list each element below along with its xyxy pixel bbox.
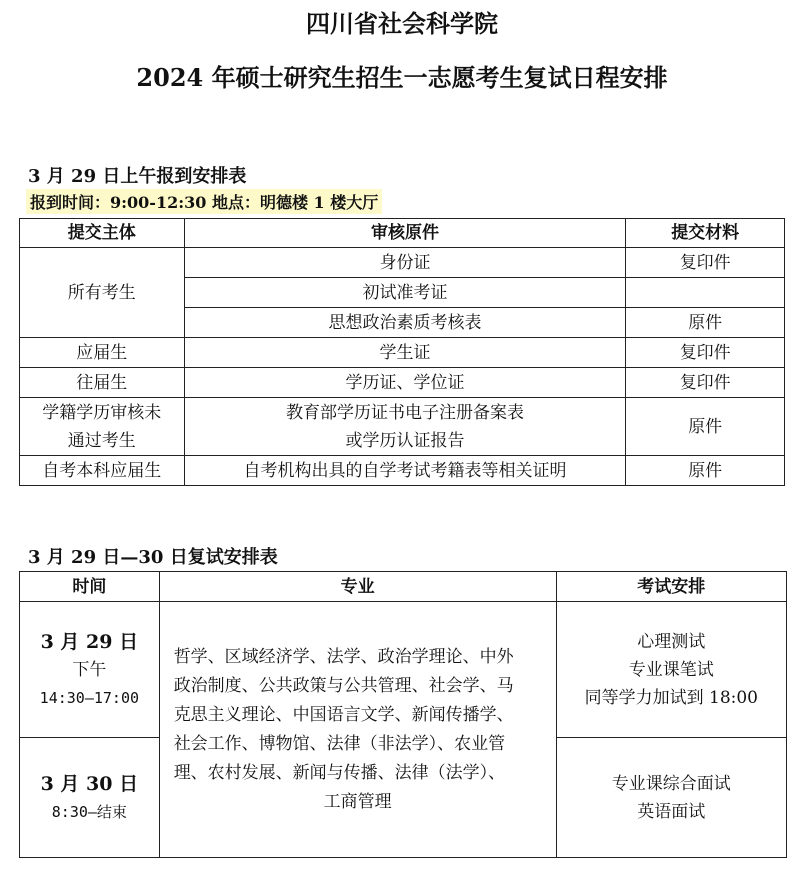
- column-header: 提交材料: [626, 219, 785, 248]
- arrangement-cell: [556, 738, 786, 858]
- majors-line: 工商管理: [323, 791, 392, 812]
- column-header: 专业: [159, 572, 556, 602]
- time-label: 14:30—17:00: [39, 688, 140, 707]
- schedule-section-title: 3 月 29 日—30 日复试安排表: [28, 547, 278, 568]
- time-label: 8:30—结束: [51, 802, 127, 821]
- subject-cell: [20, 398, 185, 456]
- subject-cell: 往届生: [20, 368, 185, 398]
- subject-line: 学籍学历审核未: [42, 402, 162, 423]
- page-subtitle: 2024 年硕士研究生招生一志愿考生复试日程安排: [136, 63, 668, 92]
- doc-cell: 学生证: [184, 338, 626, 368]
- material-cell: 复印件: [626, 338, 785, 368]
- material-cell: 原件: [626, 308, 785, 338]
- column-header: 考试安排: [556, 572, 786, 602]
- doc-cell: 初试准考证: [184, 278, 626, 308]
- table-row: [20, 368, 785, 398]
- table-row: [20, 456, 785, 486]
- table-row: [20, 248, 785, 278]
- doc-cell: 思想政治素质考核表: [184, 308, 626, 338]
- arrangement-item: 英语面试: [637, 801, 706, 822]
- subject-cell: 所有考生: [20, 248, 185, 338]
- registration-section-title: 3 月 29 日上午报到安排表: [28, 166, 247, 187]
- subject-line: 通过考生: [67, 430, 136, 451]
- column-header: 时间: [20, 572, 160, 602]
- table-row: [20, 338, 785, 368]
- arrangement-item: 同等学力加试到 18:00: [584, 687, 758, 708]
- majors-cell: [159, 602, 556, 858]
- registration-table: [19, 218, 785, 486]
- majors-line: 哲学、区域经济学、法学、政治学理论、中外: [173, 646, 514, 667]
- subject-cell: 自考本科应届生: [20, 456, 185, 486]
- material-cell: 原件: [626, 456, 785, 486]
- subject-cell: 应届生: [20, 338, 185, 368]
- arrangement-item: 专业课笔试: [628, 659, 714, 680]
- material-cell: 原件: [626, 398, 785, 456]
- doc-cell: 身份证: [184, 248, 626, 278]
- table-row: [20, 398, 785, 456]
- schedule-table: [19, 571, 787, 858]
- time-cell: [20, 738, 160, 858]
- column-header: 审核原件: [184, 219, 626, 248]
- doc-cell: 自考机构出具的自学考试考籍表等相关证明: [184, 456, 626, 486]
- majors-line: 政治制度、公共政策与公共管理、社会学、马: [173, 675, 514, 696]
- table-header-row: [20, 219, 785, 248]
- table-row: [20, 602, 787, 738]
- material-cell: 复印件: [626, 368, 785, 398]
- period-label: 下午: [72, 659, 107, 680]
- material-cell: 复印件: [626, 248, 785, 278]
- registration-info: 报到时间：9:00-12:30 地点：明德楼 1 楼大厅: [26, 189, 382, 214]
- date-label: 3 月 29 日: [40, 630, 139, 653]
- page-title: 四川省社会科学院: [306, 9, 498, 38]
- arrangement-item: 专业课综合面试: [611, 773, 731, 794]
- doc-cell: 学历证、学位证: [184, 368, 626, 398]
- arrangement-cell: [556, 602, 786, 738]
- doc-line: 或学历认证报告: [345, 430, 465, 451]
- doc-cell: [184, 398, 626, 456]
- arrangement-item: 心理测试: [637, 631, 706, 652]
- time-cell: [20, 602, 160, 738]
- majors-line: 克思主义理论、中国语言文学、新闻传播学、: [173, 704, 514, 725]
- material-cell: [626, 278, 785, 308]
- majors-line: 社会工作、博物馆、法律（非法学）、农业管: [173, 733, 506, 754]
- doc-line: 教育部学历证书电子注册备案表: [285, 402, 524, 423]
- majors-line: 理、农村发展、新闻与传播、法律（法学）、: [173, 762, 506, 783]
- date-label: 3 月 30 日: [40, 772, 139, 795]
- table-header-row: [20, 572, 787, 602]
- column-header: 提交主体: [20, 219, 185, 248]
